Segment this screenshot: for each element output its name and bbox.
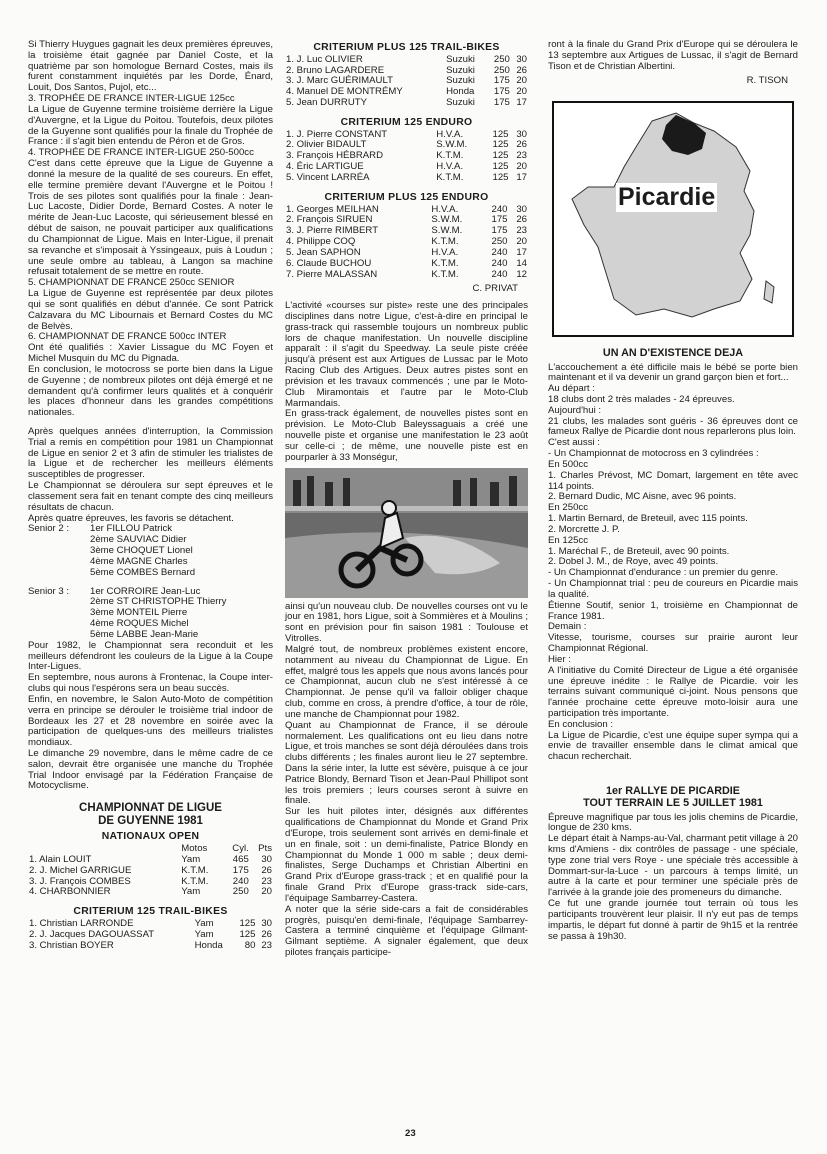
- table-cell: 175: [491, 214, 508, 226]
- table-cell: K.T.M.: [436, 171, 464, 183]
- table-cell: 465: [232, 853, 249, 865]
- standing-line: 3ème CHOQUET Lionel: [90, 545, 193, 557]
- text-line: En conclusion :: [548, 718, 614, 730]
- results-title: CRITERIUM 125 ENDURO: [340, 116, 473, 128]
- table-cell: 20: [516, 75, 527, 87]
- text-line: - Un Championnat de motocross en 3 cylindrées :: [548, 448, 759, 460]
- table-row: [28, 930, 273, 941]
- standing-line: 1er FILLOU Patrick: [90, 523, 173, 535]
- table-cell: 26: [516, 214, 527, 226]
- table-cell: 2. J. Jacques DAGOUASSAT: [29, 928, 155, 940]
- text-line: Vitesse, tourisme, courses sur prairie auront leur Championnat Régional.: [548, 632, 798, 655]
- table-cell: 30: [261, 853, 272, 865]
- text-line: 2. Bernard Dudic, MC Aisne, avec 96 points.: [548, 491, 737, 503]
- table-cell: Yam: [194, 917, 214, 929]
- table-cell: 26: [261, 928, 272, 940]
- table-cell: 4. Manuel DE MONTRÉMY: [286, 86, 403, 98]
- table-cell: K.T.M.: [431, 268, 459, 280]
- table-cell: 175: [232, 864, 249, 876]
- table-cell: 125: [492, 139, 509, 151]
- table-cell: 5. Vincent LARRÉA: [286, 171, 370, 183]
- section-heading: 3. TROPHÉE DE FRANCE INTER-LIGUE 125cc: [28, 93, 235, 105]
- paragraph: Si Thierry Huygues gagnait les deux premières épreuves, la troisième était gagnée par Daniel Coste, et la quatrième par son homologue Bernard Costes, mais ils furent constamment inquiétés par les Dorde, Énard, Louit, Dos Santos, Pujol, etc...: [28, 39, 273, 94]
- table-header: Cyl.: [232, 843, 249, 855]
- table-cell: 20: [261, 886, 272, 898]
- standing-line: 4ème ROQUES Michel: [90, 618, 189, 630]
- text-line: Aujourd'hui :: [548, 404, 602, 416]
- text-line: Demain :: [548, 621, 587, 633]
- results-title: CRITERIUM PLUS 125 TRAIL-BIKES: [313, 42, 500, 53]
- table-cell: Yam: [181, 886, 201, 898]
- text-line: Étienne Soutif, senior 1, troisième en Championnat de France 1981.: [548, 599, 798, 622]
- paragraph: Sur les huit pilotes inter, désignés aux différentes qualifications de Championnat du Monde et Grand Prix d'Europe, trois seulement sont arrivés en demi-finale et un en finale, soit : un demi-finaliste, Patrice Blondy en Championnat du Monde 1 000 m sable ; deux demi-finalistes, Serge Duchamps et Christian Albertini en Grand Prix d'Europe grass-track ; et en qualifié pour la finale Grand Prix d'Europe grass-track side-cars, l'équipage Sambarrey-Castera.: [285, 806, 528, 904]
- paragraph: Ont été qualifiés : Xavier Lissague du MC Foyen et Michel Musquin du MC du Pignada.: [28, 342, 273, 365]
- table-cell: 175: [493, 97, 510, 109]
- paragraph: Enfin, en novembre, le Salon Auto-Moto de compétition verra en principe se dérouler le troisième trial indoor de Bordeaux les 27 et 28 novembre en soirée avec la participation de quelques-uns des meilleurs trialistes mondiaux.: [28, 693, 273, 749]
- paragraph: Malgré tout, de nombreux problèmes existent encore, notamment au niveau du Championnat de Ligue. En effet, malgré tous les appels que nous avons lancés pour ce Championnat, aucun club ne s'est intéressé à ce Championnat. Je pense qu'il va falloir obliger chaque club, comme en cross, à prendre d'office, à tour de rôle, une manche de Championnat pour 1982.: [285, 643, 528, 720]
- table-row: [285, 98, 528, 109]
- text-line: 1. Maréchal F., de Breteuil, avec 90 points.: [548, 545, 730, 557]
- speedway-photo: [285, 468, 528, 598]
- text-line: 1. Martin Bernard, de Breteuil, avec 115 points.: [548, 513, 748, 525]
- text-line: 21 clubs, les malades sont guéris - 36 épreuves dont ce fameux Rallye de Picardie dont nous reparlerons plus loin.: [548, 415, 798, 438]
- table-cell: Honda: [194, 939, 223, 951]
- table-cell: Suzuki: [446, 64, 475, 76]
- paragraph: A noter que la série side-cars a fait de considérables progrès, puisqu'en demi-finale, l'équipage Sambarrey-Castera a terminé cinquième et l'équipage Gilmant-Gilmant septième. A signaler également, que deux pilotes français participe-: [285, 903, 528, 959]
- author-signature: R. TISON: [746, 75, 788, 87]
- table-cell: S.W.M.: [436, 139, 468, 151]
- table-cell: 250: [232, 886, 249, 898]
- results-title: NATIONAUX OPEN: [101, 831, 200, 843]
- table-cell: 5. Jean DURRUTY: [286, 97, 368, 109]
- section-title: UN AN D'EXISTENCE DEJA: [602, 347, 744, 360]
- text-line: 2. Morcrette J. P.: [548, 523, 620, 535]
- table-cell: 125: [492, 150, 509, 162]
- championship-subtitle: DE GUYENNE 1981: [98, 815, 203, 828]
- table-cell: 250: [491, 236, 508, 248]
- table-cell: 30: [261, 917, 272, 929]
- table-cell: 240: [232, 875, 249, 887]
- france-map-icon: [554, 103, 792, 335]
- paragraph: Le dimanche 29 novembre, dans le même cadre de ce salon, devrait être organisée une manche du Trophée Trial Indoor envisagé par la Fédération Française de Motocyclisme.: [28, 748, 273, 792]
- table-header: Motos: [181, 843, 208, 855]
- table-cell: 175: [493, 75, 510, 87]
- paragraph: En conclusion, le motocross se porte bien dans la Ligue de Guyenne ; de nombreux pilotes ont déjà émergé et ne demandent qu'à confirmer leurs qualités et à conquérir les places d'honneur dans les grandes compétitions nationales.: [28, 363, 273, 419]
- table-cell: 240: [491, 203, 508, 215]
- table-row: [285, 270, 528, 281]
- table-cell: Yam: [194, 928, 214, 940]
- table-cell: 14: [516, 257, 527, 269]
- text-line: En 125cc: [548, 534, 589, 546]
- text-line: En 250cc: [548, 502, 589, 514]
- results-table-plus-125-enduro: [285, 205, 528, 281]
- table-cell: Suzuki: [446, 75, 475, 87]
- standing-line: 2ème ST CHRISTOPHE Thierry: [90, 596, 227, 608]
- table-cell: S.W.M.: [431, 225, 463, 237]
- text-line: La Ligue de Picardie, c'est une équipe super sympa qui a envie de travailler ensemble dans le climat amical que chacun recherchait.: [548, 729, 798, 763]
- table-cell: 125: [492, 161, 509, 173]
- table-cell: 1. Georges MEILHAN: [286, 203, 379, 215]
- table-cell: 2. Olivier BIDAULT: [286, 139, 367, 151]
- table-cell: 7. Pierre MALASSAN: [286, 268, 378, 280]
- table-cell: 240: [491, 257, 508, 269]
- table-cell: 26: [261, 864, 272, 876]
- results-table-trail-bikes: [28, 919, 273, 951]
- paragraph: ainsi qu'un nouveau club. De nouvelles courses ont vu le jour en 1981, hors Ligue, soit à Sommières et à Moulins ; sont en prévision pour fin saison 1981 : Toulouse et Vitrolles.: [285, 600, 528, 645]
- table-cell: 250: [493, 64, 510, 76]
- table-cell: 23: [261, 875, 272, 887]
- paragraph: La Ligue de Guyenne termine troisième derrière la Ligue d'Auvergne, et la Ligue du Poitou. Toutefois, deux pilotes de la Guyenne sont qualifiés pour la finale du Trophée de France : il s'agit bien entendu de Péron et de Gros.: [28, 103, 273, 148]
- table-cell: 125: [492, 128, 509, 140]
- table-cell: 23: [516, 150, 527, 162]
- table-cell: 1. J. Pierre CONSTANT: [286, 128, 388, 140]
- table-row: [285, 173, 528, 184]
- table-cell: K.T.M.: [181, 864, 209, 876]
- column-2: [285, 40, 528, 959]
- table-cell: Honda: [446, 86, 475, 98]
- table-cell: 17: [516, 97, 527, 109]
- senior-3-label: Senior 3 :: [28, 585, 70, 597]
- table-cell: 20: [516, 161, 527, 173]
- paragraph: En grass-track également, de nouvelles pistes sont en prévision. Le Moto-Club Baleyssaguais a créé une nouvelle piste et organise une manifestation le 23 août sur celle-ci ; de même, une nouvelle piste est en pourparler à 33 Monségur,: [285, 408, 528, 463]
- table-row: [28, 866, 273, 877]
- france-map: [552, 101, 794, 337]
- table-cell: 6. Claude BUCHOU: [286, 257, 372, 269]
- text-line: 1. Charles Prévost, MC Domart, largement en tête avec 114 points.: [548, 469, 798, 492]
- standing-line: 2ème SAUVIAC Didier: [90, 534, 187, 546]
- table-cell: 5. Jean SAPHON: [286, 246, 361, 258]
- table-cell: 12: [516, 268, 527, 280]
- section-heading: 5. CHAMPIONNAT DE FRANCE 250cc SENIOR: [28, 277, 235, 289]
- page-number: 23: [405, 1128, 416, 1139]
- author-signature: C. PRIVAT: [472, 283, 518, 295]
- text-line: - Un Championnat trial : peu de coureurs en Picardie mais la qualité.: [548, 578, 798, 600]
- standing-line: 1er CORROIRE Jean-Luc: [90, 585, 201, 597]
- table-cell: 23: [261, 939, 272, 951]
- table-cell: Suzuki: [446, 97, 475, 109]
- standing-line: 5ème LABBE Jean-Marie: [90, 628, 199, 640]
- table-cell: 26: [516, 64, 527, 76]
- paragraph: Épreuve magnifique par tous les jolis chemins de Picardie, longue de 230 kms.: [548, 811, 798, 834]
- table-cell: 3. Christian BOYER: [29, 939, 114, 951]
- table-cell: 1. Alain LOUIT: [29, 853, 92, 865]
- standing-line: 3ème MONTEIL Pierre: [90, 607, 188, 619]
- table-cell: K.T.M.: [181, 875, 209, 887]
- table-cell: 4. Philippe COQ: [286, 236, 356, 248]
- table-cell: 3. J. Pierre RIMBERT: [286, 225, 379, 237]
- table-cell: 2. Bruno LAGARDERE: [286, 64, 385, 76]
- map-region-label: Picardie: [618, 183, 716, 212]
- paragraph: C'est dans cette épreuve que la Ligue de Guyenne a donné la mesure de la qualité de ses coureurs. En effet, elle termine première devant l'Auvergne et le Poitou ! Trois de ses pilotes sont qualifiés pour la finale : Jean-Luc Lacoste, Didier Dorde, Bernard Costes. A noter le mérite de Jean-Luc Lacoste, qui sérieusement blessé en début de saison, ne pouvait participer aux qualifications du Championnat de Ligue. Mais en Inter-Ligue, il prenait sa revanche et s'imposait à Yssingeaux, puis à Loudun ; une seule ombre au tableau, à Langon sa machine refusait totalement de se mettre en route.: [28, 158, 273, 278]
- paragraph: ront à la finale du Grand Prix d'Europe qui se déroulera le 13 septembre aux Artigues de Lussac, il s'agit de Bernard Tison et de Christian Albertini.: [548, 39, 798, 72]
- paragraph: Le départ était à Namps-au-Val, charmant petit village à 20 kms d'Amiens - dix contrôles de passage - une spéciale, type zone trial vers Roye - une spéciale très accessible à Dommart-sur-la-Luce - un parcours à temps limité, un autre à la carte et pour terminer une spéciale près de l'arrivée à la grande joie des promeneurs du dimanche.: [548, 833, 798, 899]
- table-cell: 240: [491, 268, 508, 280]
- table-cell: 80: [244, 939, 256, 951]
- text-line: 18 clubs dont 2 très malades - 24 épreuves.: [548, 393, 735, 405]
- senior-2-standings: [28, 524, 273, 578]
- table-cell: Suzuki: [446, 53, 475, 65]
- rally-subtitle: TOUT TERRAIN LE 5 JUILLET 1981: [583, 797, 763, 810]
- table-cell: 2. François SIRUEN: [286, 214, 373, 226]
- table-cell: 17: [516, 246, 527, 258]
- text-line: C'est aussi :: [548, 437, 600, 449]
- table-cell: 30: [516, 128, 527, 140]
- senior-3-standings: [28, 587, 273, 641]
- paragraph: La Ligue de Guyenne est représentée par deux pilotes qui se sont qualifiés en début d'année. Ce sont Patrick Calzavara du MC Libournais et Bernard Costes du MC de Belvès.: [28, 288, 273, 332]
- table-cell: K.T.M.: [431, 236, 459, 248]
- results-title: CRITERIUM 125 TRAIL-BIKES: [73, 906, 228, 918]
- paragraph: Quant au Championnat de France, il se déroule normalement. Les qualifications ont eu lieu dans notre Ligue, et trois manches se sont déjà déroulées dans trois clubs différents ; les finales auront lieu le 27 septembre. Dans la série inter, la lutte est sévère, puisque à ce jour Patrice Blondy, Bernard Tison et Jean-Paul Phillipot sont les trois premiers ; leurs courses seront à suivre en finale.: [285, 719, 528, 807]
- table-cell: 20: [516, 86, 527, 98]
- table-row: [285, 259, 528, 270]
- table-header: Pts: [258, 843, 272, 855]
- text-line: 2. Dobel J. M., de Roye, avec 49 points.: [548, 556, 719, 568]
- championship-title: CHAMPIONNAT DE LIGUE: [79, 802, 222, 815]
- table-cell: 4. CHARBONNIER: [29, 886, 111, 898]
- table-cell: 175: [493, 86, 510, 98]
- table-cell: 3. François HÉBRARD: [286, 150, 384, 162]
- motorcycle-race-image: [285, 468, 528, 598]
- paragraph: Pour 1982, le Championnat sera reconduit et les meilleurs défendront les couleurs de la Ligue à la Coupe Inter-Ligues.: [28, 639, 273, 673]
- paragraph: Le Championnat se déroulera sur sept épreuves et le classement sera fait en tenant compte des cinq meilleurs résultats de chacun.: [28, 480, 273, 513]
- table-cell: 2. J. Michel GARRIGUE: [29, 864, 132, 876]
- results-table-125-enduro: [285, 130, 528, 184]
- table-cell: K.T.M.: [436, 150, 464, 162]
- table-cell: 1. Christian LARRONDE: [29, 917, 134, 929]
- standing-line: 4ème MAGNE Charles: [90, 555, 188, 567]
- section-heading: 4. TROPHÉE DE FRANCE INTER-LIGUE 250-500cc: [28, 147, 254, 159]
- paragraph: Après quatre épreuves, les favoris se détachent.: [28, 512, 234, 524]
- table-row: [28, 887, 273, 898]
- table-cell: 240: [491, 246, 508, 258]
- table-cell: 30: [516, 203, 527, 215]
- paragraph: L'activité «courses sur piste» reste une des principales disciplines dans notre Ligue, c'est-à-dire en principal le grass-track qui rassemble toujours un nombreux public lors de chaque manifestation. Un nouvelle discipline apparaît : il s'agit du Speedway. La seule piste créée jusqu'à présent est aux Artigues de Lussac par le Moto Racing Club des Artigues. Deux autres pistes sont en prévision et les travaux commencés ; une par le Moto-Club Miramontais et l'autre par le Moto-Club Marmandais.: [285, 300, 528, 409]
- column-1: [28, 40, 273, 951]
- text-line: Au départ :: [548, 383, 595, 395]
- senior-2-label: Senior 2 :: [28, 523, 70, 535]
- table-cell: H.V.A.: [431, 203, 459, 215]
- rally-title: 1er RALLYE DE PICARDIE: [606, 785, 740, 798]
- table-cell: H.V.A.: [431, 246, 459, 258]
- paragraph: Après quelques années d'interruption, la Commission Trial a remis en compétition pour 1981 un Championnat de Ligue en senior 2 et 3 afin de stimuler les trialistes de la Ligue et de rechercher les meilleurs éléments susceptibles de progresser.: [28, 425, 273, 481]
- results-table-nationaux: [28, 844, 273, 898]
- table-cell: K.T.M.: [431, 257, 459, 269]
- table-cell: 26: [516, 139, 527, 151]
- table-cell: 175: [491, 225, 508, 237]
- table-cell: 125: [492, 171, 509, 183]
- table-cell: H.V.A.: [436, 161, 464, 173]
- table-cell: 17: [516, 171, 527, 183]
- table-cell: 125: [239, 928, 256, 940]
- table-cell: 3. J. Marc GUÉRIMAULT: [286, 75, 393, 87]
- table-row: [28, 941, 273, 952]
- table-cell: 1. J. Luc OLIVIER: [286, 53, 363, 65]
- results-table-plus-125-trail-bikes: [285, 55, 528, 109]
- section-heading: 6. CHAMPIONNAT DE FRANCE 500cc INTER: [28, 331, 227, 343]
- table-cell: 4. Éric LARTIGUE: [286, 161, 364, 173]
- table-row: [285, 55, 528, 66]
- table-cell: 250: [493, 53, 510, 65]
- table-cell: H.V.A.: [436, 128, 464, 140]
- standing-line: 5ème COMBES Bernard: [90, 566, 196, 578]
- table-cell: 20: [516, 236, 527, 248]
- table-cell: 23: [516, 225, 527, 237]
- table-cell: 30: [516, 53, 527, 65]
- paragraph: En septembre, nous aurons à Frontenac, la Coupe inter-clubs qui nous l'espérons sera un beau succès.: [28, 672, 273, 695]
- results-title: CRITERIUM PLUS 125 ENDURO: [324, 191, 489, 203]
- paragraph: Ce fut une grande journée tout terrain où tous les participants trouvèrent leur plaisir. Il n'y eut pas de temps impartis, le départ fut donné à partir de 9h15 et la rentrée se passa à 19h30.: [548, 898, 798, 942]
- table-cell: 125: [239, 917, 256, 929]
- paragraph: L'accouchement a été difficile mais le bébé se porte bien maintenant et il va devenir un grand garçon bien et fort...: [548, 361, 798, 384]
- text-line: Hier :: [548, 653, 571, 665]
- text-line: En 500cc: [548, 458, 589, 470]
- text-line: A l'initiative du Comité Directeur de Ligue a été organisée une épreuve inédite : le Rallye de Picardie. voir les terrains suivant communiqué ci-joint. Nous pensons que l'année prochaine cette épreuve moto-loisir aura une participation très importante.: [548, 664, 798, 719]
- table-cell: 3. J. François COMBES: [29, 875, 131, 887]
- table-cell: S.W.M.: [431, 214, 463, 226]
- table-cell: Yam: [181, 853, 201, 865]
- column-3: [548, 40, 798, 942]
- text-line: - Un Championnat d'endurance : un premier du genre.: [548, 567, 779, 579]
